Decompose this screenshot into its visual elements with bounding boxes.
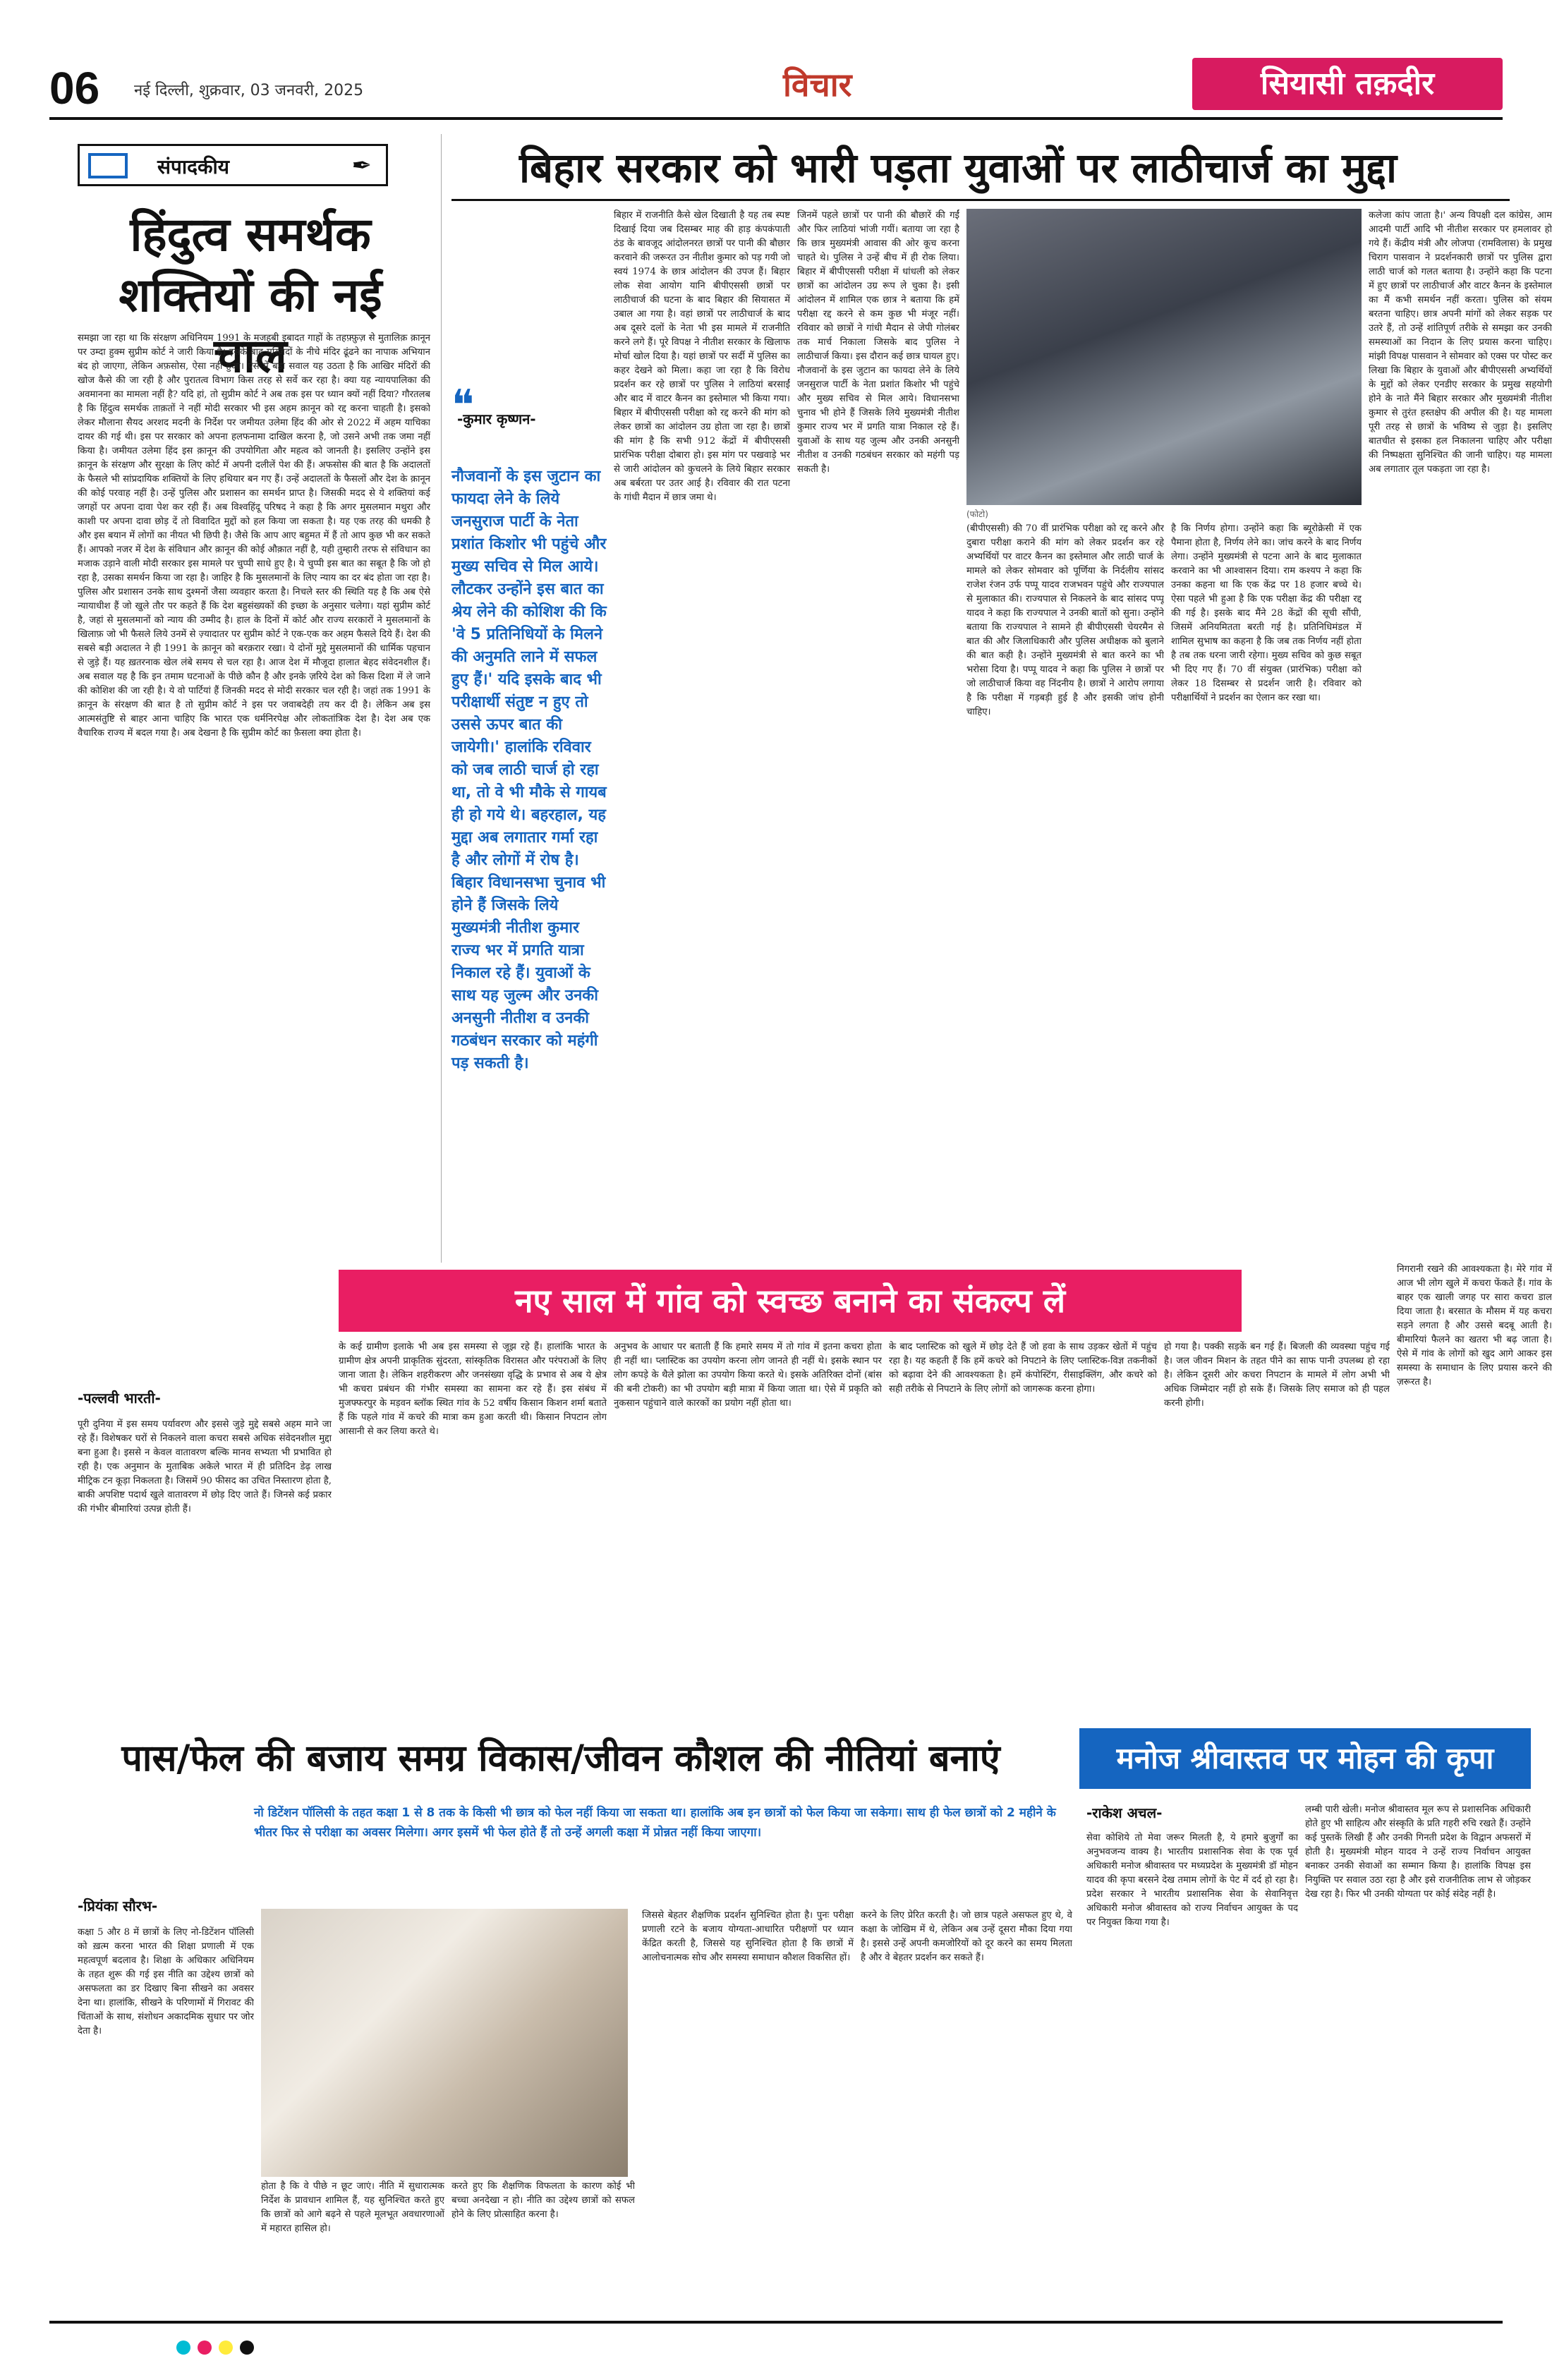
lead-column-5: कलेजा कांप जाता है।' अन्य विपक्षी दल कांग्रेस, आम आदमी पार्टी आदि भी नीतीश सरकार पर हमलावर हो गये हैं। केंद्रीय मंत्री और लोजपा (रामविलास) के प्रमुख चिराग पासवान ने प्रदर्शनकारी छात्रों पर पुलिस द्वारा लाठी चार्ज को गलत बताया है। उन्होंने कहा कि पटना में हुए छात्रों पर लाठीचार्ज और वाटर कैनन के इस्तेमाल का मैं कभी समर्थन नहीं करता। पुलिस को संयम बरतना चाहिए। छात्र अपनी मांगों को लेकर सड़क पर उतरे हैं, तो उन्हें शांतिपूर्ण तरीके से समझा कर उनकी समस्याओं का निदान के लिए प्रयास करना चाहिए। मांझी विपक्ष पासवान ने सोमवार को एक्स पर पोस्ट कर लिखा कि बिहार के युवाओं और बीपीएससी अभ्यर्थियों के मुद्दों को लेकर एनडीए सरकार के प्रमुख सहयोगी होने के नाते मैंने बिहार सरकार और मुख्यमंत्री नीतीश कुमार से तुरंत हस्तक्षेप की अपील की है। यह मामला पूरी तरह से छात्रों के भविष्य से जुड़ा है। इसलिए बातचीत से इसका हल निकालना चाहिए और परीक्षा की निष्पक्षता सुनिश्चित की जानी चाहिए। यह मामला अब लगातार तूल पकड़ता जा रहा है।: [1369, 210, 1552, 475]
village-column-1: पूरी दुनिया में इस समय पर्यावरण और इससे जुड़े मुद्दे सबसे अहम माने जा रहे हैं। विशेषकर घरों से निकलने वाला कचरा सबसे अधिक संवेदनशील मुद्दा बना हुआ है। इससे न केवल वातावरण बल्कि मानव सभ्यता भी प्रभावित हो रही है। एक अनुमान के मुताबिक अकेले भारत में ही प्रतिदिन डेढ़ लाख मीट्रिक टन कूड़ा निकलता है। जिसमें 90 फीसद का उचित निस्तारण होता है, बाकी अपशिष्ट पदार्थ खुले वातावरण में छोड़ दिए जाते हैं। जिनसे कई प्रकार की गंभीर बीमारियां उत्पन्न होती हैं।: [78, 1419, 332, 1514]
lead-column-1: बिहार में राजनीति कैसे खेल दिखाती है यह तब स्पष्ट दिखाई दिया जब दिसम्बर माह की हाड़ कंपकंपाती ठंड के बावजूद आंदोलनरत छात्रों पर पानी की बौछार करवाने की जरूरत उन नीतीश कुमार को पड़ गयी जो स्वयं 1974 के छात्र आंदोलन की उपज हैं। बिहार लोक सेवा आयोग यानि बीपीएससी छात्रों पर लाठीचार्ज की घटना के बाद बिहार की सियासत में उबाल आ गया है। वहां छात्रों पर लाठीचार्ज के बाद अब दूसरे दलों के नेता भी इस मामले में राजनीति करने लगे हैं। पूरे विपक्ष ने नीतीश सरकार के खिलाफ मोर्चा खोल दिया है। यहां छात्रों पर सर्दी में पुलिस का कहर देखने को मिला। कहा जा रहा है कि विरोध प्रदर्शन कर रहे छात्रों पर पुलिस ने लाठियां बरसाईं और बाद में वाटर कैनन का इस्तेमाल भी किया गया। बिहार में बीपीएससी परीक्षा को रद्द करने की मांग को लेकर छात्रों का आंदोलन उग्र होता जा रहा है। छात्रों की मांग है कि सभी 912 केंद्रों में बीपीएससी प्रारंभिक परीक्षा दोबारा हो। इस मांग पर पखवाड़े भर से जारी आंदोलन को कुचलने के लिये बिहार सरकार अब बर्बरता पर उतर आई है। रविवार की रात पटना के गांधी मैदान में छात्र जमा थे।: [614, 210, 790, 503]
lead-rule: [451, 199, 1510, 201]
village-column-2: के कई ग्रामीण इलाके भी अब इस समस्या से जूझ रहे हैं। हालांकि भारत के ग्रामीण क्षेत्र अपनी प्राकृतिक सुंदरता, सांस्कृतिक विरासत और परंपराओं के लिए जाना जाता है। लेकिन शहरीकरण और जनसंख्या वृद्धि के प्रभाव से अब ये क्षेत्र भी कचरा प्रबंधन की गंभीर समस्या का सामना कर रहे हैं। इस संबंध में मुजफ्फरपुर के मड़वन ब्लॉक स्थित गांव के 52 वर्षीय किसान किशन शर्मा बताते हैं कि पहले गांव में कचरे की मात्रा कम हुआ करती थी। किसान निपटान लोग आसानी से कर लिया करते थे।: [339, 1342, 607, 1437]
education-column-1: कक्षा 5 और 8 में छात्रों के लिए नो-डिटेंशन पॉलिसी को ख़त्म करना भारत की शिक्षा प्रणाली में एक महत्वपूर्ण बदलाव है। शिक्षा के अधिकार अधिनियम के तहत शुरू की गई इस नीति का उद्देश्य छात्रों को असफलता का डर दिखाए बिना सीखने का अवसर देना था। हालांकि, सीखने के परिणामों में गिरावट की चिंताओं के साथ, संशोधन अकादमिक सुधार पर जोर देता है।: [78, 1927, 254, 2036]
classroom-photo: [261, 1909, 628, 2177]
registration-mark-cyan: [176, 2340, 190, 2355]
education-column-3: करते हुए कि शैक्षणिक विफलता के कारण कोई भी बच्चा अनदेखा न हो। नीति का उद्देश्य छात्रों को सफल होने के लिए प्रोत्साहित करना है।: [451, 2181, 635, 2220]
registration-mark-black: [240, 2340, 254, 2355]
header-rule: [49, 117, 1503, 120]
registration-mark-yellow: [219, 2340, 233, 2355]
village-column-5: हो गया है। पक्की सड़कें बन गई हैं। बिजली की व्यवस्था पहुंच गई है। जल जीवन मिशन के तहत पीने का साफ पानी उपलब्ध हो रहा है। लेकिन दूसरी ओर कचरा निपटान के मामले में लोग अभी भी अधिक जिम्मेदार नहीं हो सके हैं। जिसके लिए समाज को ही पहल करनी होगी।: [1164, 1342, 1390, 1409]
education-intro: नो डिटेंशन पॉलिसी के तहत कक्षा 1 से 8 तक के किसी भी छात्र को फेल नहीं किया जा सकता था। हालांकि अब इन छात्रों को फेल किया जा सकेगा। साथ ही फेल छात्रों को 2 महीने के भीतर फिर से परीक्षा का अवसर मिलेगा। अगर इसमें भी फेल होते हैं तो उन्हें अगली कक्षा में प्रोन्नत नहीं किया जाएगा।: [254, 1806, 1056, 1840]
education-column-2: होता है कि वे पीछे न छूट जाएं। नीति में सुधारात्मक निर्देश के प्रावधान शामिल हैं, यह सुनिश्चित करते हुए कि छात्रों को आगे बढ़ने से पहले मूलभूत अवधारणाओं में महारत हासिल हो।: [261, 2181, 444, 2234]
lead-headline: बिहार सरकार को भारी पड़ता युवाओं पर लाठीचार्ज का मुद्दा: [519, 144, 1397, 192]
photo-caption: (फोटो): [966, 509, 988, 519]
lead-column-4: है कि निर्णय होगा। उन्होंने कहा कि ब्यूरोक्रेसी में एक पैमाना होता है, निर्णय लेने का। जांच करने के बाद निर्णय लेगा। उन्होंने मुख्यमंत्री से पटना आने के बाद मुलाकात करवाने का भी आश्वासन दिया। राम कश्यप ने कहा कि उनका कहना था कि एक केंद्र पर 18 हजार बच्चे थे। ऐसा पहले भी हुआ है कि एक परीक्षा केंद्र की परीक्षा रद्द की गई है। इसके बाद मैंने 28 केंद्रों की सूची सौंपी, जिसमें अनियमितता बरती गई है। प्रतिनिधिमंडल में शामिल सुभाष का कहना है कि जब तक निर्णय नहीं होता है तब तक धरना जारी रहेगा। मुख्य सचिव को कुछ सबूत भी दिए गए हैं। 70 वीं संयुक्त (प्रारंभिक) परीक्षा को लेकर 18 दिसम्बर से प्रदर्शन जारी है। रविवार को परीक्षार्थियों ने प्रदर्शन का ऐलान कर रखा था।: [1171, 523, 1362, 703]
lead-column-3: (बीपीएससी) की 70 वीं प्रारंभिक परीक्षा को रद्द करने और दुबारा परीक्षा कराने की मांग को लेकर प्रदर्शन कर रहे अभ्यर्थियों पर वाटर कैनन का इस्तेमाल और लाठी चार्ज के मामले को लेकर सोमवार को पूर्णिया के निर्दलीय सांसद राजेश रंजन उर्फ पप्पू यादव राजभवन पहुंचे और राज्यपाल से मुलाकात की। राज्यपाल से निकलने के बाद सांसद पप्पू यादव ने कहा कि राज्यपाल ने उनकी बातों को सुना। उन्होंने बताया कि राज्यपाल ने सामने ही बीपीएससी चेयरमैन से बात की और जिलाधिकारी और पुलिस अधीक्षक को बुलाने की बात कही है। उन्होंने मुख्यमंत्री से बात करने का भी भरोसा दिया है। पप्पू यादव ने कहा कि पुलिस ने छात्रों पर जो लाठीचार्ज किया वह निंदनीय है। छात्रों ने आरोप लगाया है कि परीक्षा में गड़बड़ी हुई है और इसकी जांच होनी चाहिए।: [966, 523, 1164, 717]
editorial-box-icon: [88, 153, 128, 178]
village-byline: -पल्लवी भारती-: [78, 1390, 161, 1407]
registration-mark-magenta: [198, 2340, 212, 2355]
section-title: विचार: [783, 66, 852, 104]
column-title-badge: सियासी तक़दीर: [1192, 58, 1503, 110]
quote-icon: ❝: [451, 381, 475, 430]
education-column-4: जिससे बेहतर शैक्षणिक प्रदर्शन सुनिश्चित होता है। पुनः परीक्षा प्रणाली रटने के बजाय योग्यता-आधारित परीक्षणों पर ध्यान केंद्रित करती है, जिससे यह सुनिश्चित होता है कि छात्रों में आलोचनात्मक सोच और समस्या समाधान कौशल विकसित हों।: [642, 1910, 854, 1963]
lead-byline: -कुमार कृष्णन-: [457, 411, 536, 427]
village-headline: नए साल में गांव को स्वच्छ बनाने का संकल्प लें: [339, 1270, 1242, 1332]
editorial-title: हिंदुत्व समर्थक शक्तियों की नई चाल: [119, 207, 382, 383]
editorial-body: समझा जा रहा था कि संरक्षण अधिनियम 1991 के मजहबी इबादत गाहों के तहफ़्फ़ुज़ से मुतालिक़ क़ानून पर उम्दा हुक्म सुप्रीम कोर्ट ने जारी किया है। इसके बाद मस्जिदों के नीचे मंदिर ढूंढने का नापाक अभियान बंद हो जाएगा, लेकिन अफ़सोस, ऐसा नहीं हुआ। ऐसे में बड़ा सवाल यह उठता है कि आखिर मंदिरों की खोज कैसे की जा रही है और पुरातत्व विभाग किस तरह से सर्वे कर रहा है। क्या यह न्यायपालिका की अवमानना का मामला नहीं है? यदि हां, तो सुप्रीम कोर्ट ने अब तक इस पर ध्यान क्यों नहीं दिया? गौरतलब है कि हिंदुत्व समर्थक ताक़तों ने नहीं मोदी सरकार भी इस अहम क़ानून को रद्द करना चाहती है। इसको लेकर मौलाना सैयद अरशद मदनी के निर्देश पर जमीयत उलेमा हिंद की ओर से 2022 में अहम याचिका दायर की गई थी। इस पर सरकार को अपना हलफनामा दाखिल करना है, जो उसने अभी तक जमा नहीं किया है। जमीयत उलेमा हिंद इस क़ानून की उपयोगिता और महत्व को जानती है। इसलिए उन्होंने इस क़ानून के संरक्षण और सुरक्षा के लिए कोर्ट में अपनी दलीलें पेश की हैं। अफसोस की बात है कि अदालतों के फैसले भी सांप्रदायिक शक्तियों के लिए हथियार बन गए हैं। उन्हें अदालतों के फैसलों और देश के क़ानून की कोई परवाह नहीं है। उन्हें पुलिस और प्रशासन का समर्थन प्राप्त है। जिसकी मदद से ये शक्तियां कई जगहों पर अपना दावा पेश कर रही हैं। अब विश्वहिंदू परिषद ने कहा है कि अगर मुसलमान मथुरा और काशी पर अपना दावा छोड़ दें तो विवादित मुद्दों को हल किया जा सकता है। यह एक तरह की धमकी है और इस बयान में लोगों का नीयत भी छिपी है। जैसे कि आप आए बहुमत में हैं तो आप कुछ भी कर सकते हैं। आपको नजर में देश के संविधान और क़ानून की कोई औक़ात नहीं है, यही तुम्हारी तरफ से संविधान का मजाक उड़ाने वाली मोदी सरकार इस मामले पर चुप्पी साधे हुए है। ये चुप्पी इस बात का सबूत है कि जो हो रहा है, उसका समर्थन किया जा रहा है। जाहिर है कि मुसलमानों के लिए न्याय का दर बंद होता जा रहा है। पुलिस और प्रशासन उनके साथ दुश्मनों जैसा व्यवहार करता है। निचले स्तर की स्थिति यह है कि अब ऐसे न्यायाधीश हैं जो खुले तौर पर कहते हैं कि देश बहुसंख्यकों की इच्छा के अनुसार चलेगा। यहां सुप्रीम कोर्ट है, जहां से मुसलमानों को न्याय की उम्मीद है। हाल के दिनों में कोर्ट और राज्य सरकारों ने मुसलमानों के खिलाफ़ जो भी फैसले लिये उनमें से ज़्यादातर पर सुप्रीम कोर्ट ने एक-एक कर अहम फैसले दिये हैं। देश की सबसे बड़ी अदालत ने ही 1991 के क़ानून को बरक़रार रखा। ये दोनों मुद्दे मुसलमानों की धार्मिक पहचान से जुड़े हैं। यह ख़तरनाक खेल लंबे समय से चल रहा है। आज देश में मौजूदा हालात बेहद संवेदनशील हैं। अब सवाल यह है कि इन तमाम घटनाओं के पीछे कौन है और इनके ज़रिये देश को किस दिशा में ले जाने की कोशिश की जा रही है। ये वो पार्टियां हैं जिनकी मदद से मोदी सरकार चल रही है। जहां तक 1991 के क़ानून के संरक्षण की बात है तो सुप्रीम कोर्ट ने इस पर जवाबदेही तय कर दी है। लेकिन अब इस आत्मसंतुष्टि से बाहर आना चाहिए कि भारत एक धर्मनिरपेक्ष और लोकतांत्रिक देश है। देश अब एक वैचारिक राज्य में बदल गया है। अब देखना है कि सुप्रीम कोर्ट का फ़ैसला क्या होता है।: [78, 333, 430, 739]
education-column-5: करने के लिए प्रेरित करती है। जो छात्र पहले असफल हुए थे, वे कक्षा के जोखिम में थे, लेकिन अब उन्हें दूसरा मौका दिया गया है। इससे उन्हें अपनी कमजोरियों को दूर करने का समय मिलता है और वे बेहतर प्रदर्शन कर सकते हैं।: [861, 1910, 1072, 1963]
manoj-byline: -राकेश अचल-: [1086, 1804, 1163, 1821]
editorial-label: [78, 144, 388, 186]
education-byline: -प्रियंका सौरभ-: [78, 1898, 158, 1914]
editorial-label-text: संपादकीय: [157, 155, 229, 178]
manoj-column-2: लम्बी पारी खेली। मनोज श्रीवास्तव मूल रूप से प्रशासनिक अधिकारी होते हुए भी साहित्य और संस्कृति के प्रति गहरी रुचि रखते हैं। उन्होंने कई पुस्तकें लिखी हैं और उनकी गिनती प्रदेश के विद्वान अफसरों में होती है। मुख्यमंत्री मोहन यादव ने उन्हें राज्य निर्वाचन आयुक्त बनाकर उनकी सेवाओं का सम्मान किया है। हालांकि विपक्ष इस नियुक्ति पर सवाल उठा रहा है और इसे राजनीतिक लाभ से जोड़कर देख रहा है। फिर भी उनकी योग्यता पर कोई संदेह नहीं है।: [1305, 1804, 1531, 1900]
village-column-4: के बाद प्लास्टिक को खुले में छोड़ देते हैं जो हवा के साथ उड़कर खेतों में पहुंच रहा है। यह कहती हैं कि हमें कचरे को निपटाने के लिए प्लास्टिक-विज्ञ तकनीकों को बढ़ावा देने की आवश्यकता है। हमें कंपोस्टिंग, रीसाइक्लिंग, और कचरे को सही तरीके से निपटाने के लिए लोगों को जागरूक करना होगा।: [889, 1342, 1157, 1395]
protest-photo: [966, 209, 1362, 505]
dateline: नई दिल्ली, शुक्रवार, 03 जनवरी, 2025: [134, 82, 364, 99]
pen-icon: ✒: [351, 152, 372, 180]
education-headline: पास/फेल की बजाय समग्र विकास/जीवन कौशल की नीतियां बनाएं: [121, 1737, 1000, 1780]
manoj-column-1: सेवा कोशिये तो मेवा जरूर मिलती है, ये हमारे बुजुर्गों का अनुभवजन्य वाक्य है। भारतीय प्रशासनिक सेवा के एक पूर्व अधिकारी मनोज श्रीवास्तव पर मध्यप्रदेश के मुख्यमंत्री डॉ मोहन यादव की कृपा बरसने देख तमाम लोगों के पेट में दर्द हो रहा है। प्रदेश सरकार ने भारतीय प्रशासनिक सेवा के सेवानिवृत्त अधिकारी मनोज श्रीवास्तव को राज्य निर्वाचन आयुक्त के पद पर नियुक्त किया गया है।: [1086, 1833, 1298, 1928]
village-right-column: निगरानी रखने की आवश्यकता है। मेरे गांव में आज भी लोग खुले में कचरा फेंकते हैं। गांव के बाहर एक खाली जगह पर सारा कचरा डाल दिया जाता है। बरसात के मौसम में यह कचरा सड़ने लगता है और उससे बदबू आती है। बीमारियां फैलने का खतरा भी बढ़ जाता है। ऐसे में गांव के लोगों को खुद आगे आकर इस समस्या के समाधान के लिए प्रयास करने की ज़रूरत है।: [1397, 1264, 1552, 1388]
column-divider: [441, 134, 442, 1263]
footer-rule: [49, 2321, 1503, 2324]
manoj-headline: मनोज श्रीवास्तव पर मोहन की कृपा: [1079, 1728, 1531, 1789]
lead-column-2: जिनमें पहले छात्रों पर पानी की बौछारें की गईं और फिर लाठियां भांजी गयीं। बताया जा रहा है कि छात्र मुख्यमंत्री आवास की ओर कूच करना चाहते थे। पुलिस ने उन्हें बीच में ही रोक लिया। बिहार में बीपीएससी परीक्षा में धांधली को लेकर छात्रों का आंदोलन उग्र रूप ले चुका है। इसी आंदोलन में शामिल एक छात्र ने बताया कि हमें परीक्षा रद्द करने से कम कुछ भी मंजूर नहीं। रविवार को छात्रों ने गांधी मैदान से जेपी गोलंबर तक मार्च निकाला जिसके बाद पुलिस ने लाठीचार्ज किया। इस दौरान कई छात्र घायल हुए। नौजवानों के इस जुटान का फायदा लेने के लिये जनसुराज पार्टी के नेता प्रशांत किशोर भी पहुंचे और मुख्य सचिव से मिल आये। विधानसभा चुनाव भी होने हैं जिसके लिये मुख्यमंत्री नीतीश कुमार राज्य भर में प्रगति यात्रा निकाल रहे हैं। युवाओं के साथ यह जुल्म और उनकी अनसुनी नीतीश व उनकी गठबंधन सरकार को महंगी पड़ सकती है।: [797, 210, 959, 475]
village-column-3: अनुभव के आधार पर बताती हैं कि हमारे समय में तो गांव में इतना कचरा होता ही नहीं था। प्लास्टिक का उपयोग करना लोग जानते ही नहीं थे। इसके स्थान पर लोग कपड़े के थैले झोला का उपयोग किया करते थे। इसके अतिरिक्त दोनों (बांस की बनी टोकरी) का भी उपयोग बड़ी मात्रा में किया जाता था। ऐसे में प्रकृति को नुकसान पहुंचाने वाले कारकों का प्रयोग नहीं होता था।: [614, 1342, 882, 1409]
page-header: [49, 55, 1503, 126]
page-number: 06: [49, 63, 100, 114]
lead-pullquote: नौजवानों के इस जुटान का फायदा लेने के लिये जनसुराज पार्टी के नेता प्रशांत किशोर भी पहुंचे और मुख्य सचिव से मिल आये। लौटकर उन्होंने इस बात का श्रेय लेने की कोशिश की कि 'वे 5 प्रतिनिधियों के मिलने की अनुमति लाने में सफल हुए हैं।' यदि इसके बाद भी परीक्षार्थी संतुष्ट न हुए तो उससे ऊपर बात की जायेगी।' हालांकि रविवार को जब लाठी चार्ज हो रहा था, तो वे भी मौके से गायब ही हो गये थे। बहरहाल, यह मुद्दा अब लगातार गर्मा रहा है और लोगों में रोष है। बिहार विधानसभा चुनाव भी होने हैं जिसके लिये मुख्यमंत्री नीतीश कुमार राज्य भर में प्रगति यात्रा निकाल रहे हैं। युवाओं के साथ यह जुल्म और उनकी अनसुनी नीतीश व उनकी गठबंधन सरकार को महंगी पड़ सकती है।: [451, 468, 607, 1072]
